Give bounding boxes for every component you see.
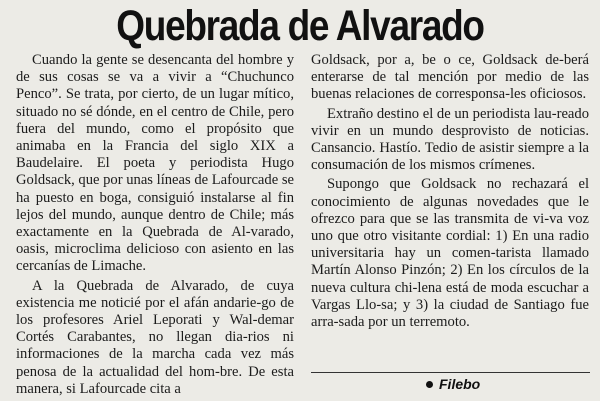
article-right-column: [311, 52, 589, 331]
article-paragraph-continued: Goldsack, por a, be o ce, Goldsack de-berá enterarse de tal mención por medio de las buenas relaciones de corresponsa-les oficiosos.: [311, 52, 589, 103]
article-paragraph: Cuando la gente se desencanta del hombre y de sus cosas se va a vivir a “Chuchunco Penco”. Se trata, por cierto, de un lugar mítico, situado no sé dónde, en el centro de Chile, pero fuera del mundo, como el propósito que animaba en la Francia del siglo XIX a Baudelaire. El poeta y periodista Hugo Goldsack, que por unas líneas de Lafourcade se ha puesto en boga, consiguió instalarse al fin lejos del mundo, aunque dentro de Chile; más exactamente en la Quebrada de Al-varado, oasis, microclima delicioso con asiento en las cercanías de Limache.: [16, 52, 294, 275]
signature-divider: [311, 372, 590, 373]
author-signature: [426, 375, 480, 393]
bullet-icon: [426, 381, 433, 388]
article-headline: Quebrada de Alvarado: [116, 2, 484, 50]
author-name: Filebo: [439, 376, 481, 392]
article-paragraph: Supongo que Goldsack no rechazará el conocimiento de algunas novedades que le ofrezco para que se las transmita de vi-va voz uno que otro visitante cordial: 1) En una radio universitaria hay un comen-tarista llamado Martín Alonso Pinzón; 2) En los círculos de la nueva cultura chi-lena está de moda escuchar a Vargas Llo-sa; y 3) la ciudad de Santiago fue arra-sada por un terremoto.: [311, 176, 589, 331]
article-paragraph: A la Quebrada de Alvarado, de cuya existencia me noticié por el afán andarie-go de los profesores Ariel Leporati y Wal-demar Cortés Carabantes, no llegan dia-rios ni informaciones de la marcha cada vez más penosa de la actualidad del hom-bre. De esta manera, si Lafourcade cita a: [16, 277, 294, 397]
article-left-column: [16, 52, 294, 398]
article-paragraph: Extraño destino el de un periodista lau-reado vivir en un mundo desprovisto de noticias. Cansancio. Hastío. Tedio de asistir siempre a la consumación de los mismos crímenes.: [311, 105, 589, 174]
